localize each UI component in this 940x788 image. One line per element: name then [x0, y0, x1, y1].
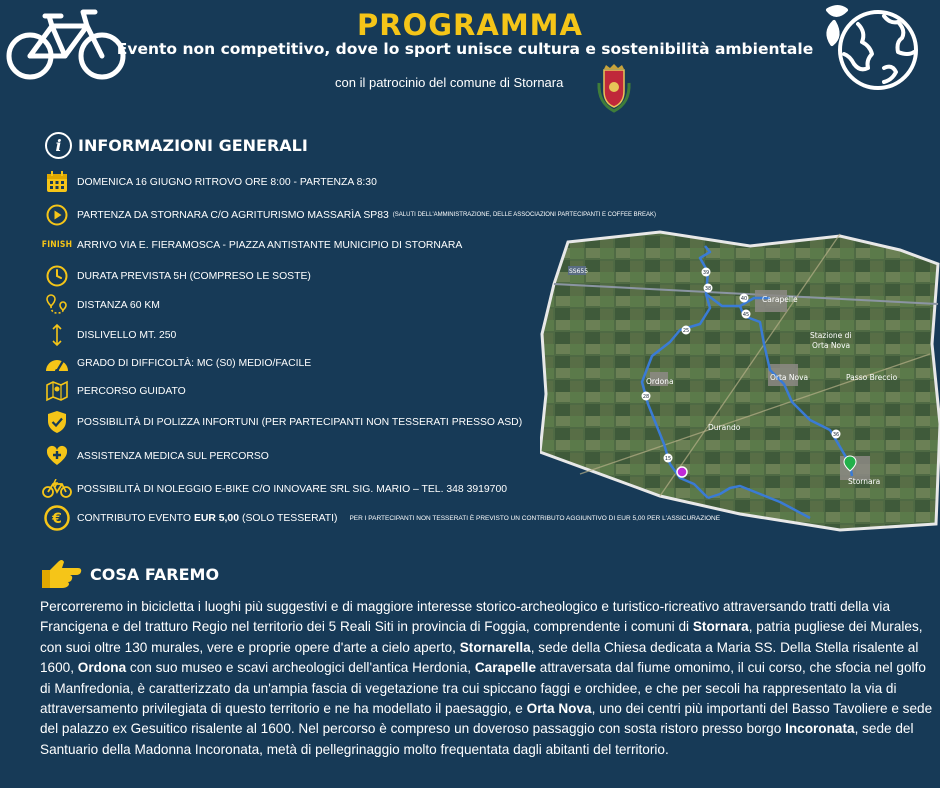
- map-label-stazione: Stazione di: [810, 331, 852, 340]
- euro-coin-icon: [44, 505, 70, 531]
- map-label-ordona: Ordona: [646, 377, 674, 386]
- info-row-date: [42, 170, 377, 194]
- info-row-duration: [42, 264, 311, 288]
- route-pins-icon: [45, 293, 69, 317]
- coat-of-arms-icon: [596, 63, 632, 113]
- map-marker-38: 38: [704, 286, 712, 292]
- info-row-distance: [42, 293, 160, 317]
- fee-suffix: (SOLO TESSERATI): [242, 512, 338, 524]
- date-text: DOMENICA 16 GIUGNO RITROVO ORE 8:00 - PARTENZA 8:30: [77, 176, 377, 188]
- map-marker-45: 45: [742, 312, 750, 318]
- start-text: PARTENZA DA STORNARA C/O AGRITURISMO MASSARÌA SP83: [77, 209, 389, 221]
- map-marker-15: 15: [664, 456, 672, 462]
- gauge-icon: [44, 353, 70, 373]
- guided-text: PERCORSO GUIDATO: [77, 385, 186, 397]
- distance-text: DISTANZA 60 KM: [77, 299, 160, 311]
- clock-icon: [46, 265, 68, 287]
- calendar-icon: [46, 171, 68, 193]
- map-label-passo-breccioso: Passo Breccio: [846, 373, 898, 382]
- globe-leaves-icon: [818, 2, 924, 94]
- map-label-durando: Durando: [708, 423, 741, 432]
- route-map: [540, 224, 940, 534]
- patronage-text: con il patrocinio del comune di Stornara: [335, 75, 564, 90]
- map-marker-40: 40: [740, 296, 748, 302]
- ebike-icon: [42, 479, 72, 499]
- finish-text: ARRIVO VIA E. FIERAMOSCA - PIAZZA ANTISTANTE MUNICIPIO DI STORNARA: [77, 239, 463, 251]
- info-heading: INFORMAZIONI GENERALI: [78, 136, 308, 155]
- plan-heading: COSA FAREMO: [90, 564, 220, 584]
- medical-heart-icon: [45, 444, 69, 468]
- info-row-guided: [42, 379, 186, 403]
- map-label-carapelle: Carapelle: [762, 295, 798, 304]
- fee-prefix: CONTRIBUTO EVENTO: [77, 512, 191, 524]
- map-marker-39: 39: [702, 270, 710, 276]
- medical-text: ASSISTENZA MEDICA SUL PERCORSO: [77, 450, 269, 462]
- map-route-icon: [45, 380, 69, 402]
- info-row-ebike: [42, 477, 507, 501]
- map-road-label: SS655: [569, 268, 589, 275]
- duration-text: DURATA PREVISTA 5H (COMPRESO LE SOSTE): [77, 270, 311, 282]
- info-icon: i: [45, 132, 72, 159]
- finish-badge: FINISH: [41, 240, 73, 250]
- page-title: PROGRAMMA: [357, 8, 583, 42]
- play-icon: [46, 204, 68, 226]
- ebike-text: POSSIBILITÀ DI NOLEGGIO E-BIKE C/O INNOVARE SRL SIG. MARIO – TEL. 348 3919700: [77, 483, 508, 495]
- map-marker-28: 28: [642, 394, 650, 400]
- map-label-orta-nova: Orta Nova: [770, 373, 809, 382]
- map-marker-36: 36: [832, 432, 840, 438]
- map-label-stornara: Stornara: [848, 477, 881, 486]
- shield-check-icon: [46, 410, 68, 434]
- map-marker-25: 25: [682, 328, 690, 334]
- info-row-finish: [42, 233, 462, 257]
- plan-section-header: [40, 556, 219, 592]
- info-row-elevation: [42, 323, 176, 347]
- info-row-difficulty: [42, 351, 311, 375]
- difficulty-text: GRADO DI DIFFICOLTÀ: MC (S0) MEDIO/FACILE: [77, 357, 312, 369]
- fee-amount: EUR 5,00: [193, 512, 239, 524]
- plan-description: Percorreremo in bicicletta i luoghi più suggestivi e di maggiore interesse storico-archeologico e turistico-ricreativo attraversando tratti della via Francigena e del tratturo Regio nel territorio dei 5 Reali Siti in provincia di Foggia, comprendente i comuni di Stornara, patria pugliese dei Murales, con suoi oltre 130 murales, vere e proprie opere d'arte a cielo aperto, Stornarella, sede della Chiesa dedicata a Maria SS. Della Stella risalente al 1600, Ordona con suo museo e scavi archeologici dell'antica Herdonia, Carapelle attraversata dal fiume omonimo, il cui corso, che sfocia nel golfo di Manfredonia, è caratterizzato da un'ampia fascia di vegetazione tra cui spiccano faggi e orchidee, e che per secoli ha rappresentato la via di attraversamento privilegiata di questo territorio e ne ha modellato il paesaggio, e Orta Nova, uno dei centri più importanti del Basso Tavoliere e sede del palazzo ex Gesuitico risalente al 1600. Nel percorso è compreso un doveroso passaggio con sosta ristoro presso borgo Incoronata, sede del Santuario della Madonna Incoronata, metà di pellegrinaggio molto frequentata dagli abitanti del territorio.: [40, 599, 933, 757]
- start-note: (SALUTI DELL'AMMINISTRAZIONE, DELLE ASSOCIAZIONI PARTECIPANTI E COFFEE BREAK): [392, 212, 656, 218]
- svg-text:€: €: [52, 511, 62, 527]
- info-row-medical: [42, 444, 269, 468]
- fee-note: PER I PARTECIPANTI NON TESSERATI È PREVISTO UN CONTRIBUTO AGGIUNTIVO DI EUR 5,00 PER L'ASSICURAZIONE: [349, 514, 721, 522]
- elevation-text: DISLIVELLO MT. 250: [77, 329, 177, 341]
- map-label-orta-nova-station: Orta Nova: [812, 341, 851, 350]
- info-section-header: [45, 132, 308, 159]
- elevation-icon: [50, 323, 64, 347]
- page-subtitle: Evento non competitivo, dove lo sport unisce cultura e sostenibilità ambientale: [116, 40, 814, 58]
- pointing-hand-icon: [40, 556, 82, 592]
- map-finish-marker: [677, 467, 687, 477]
- info-row-insurance: [42, 410, 522, 434]
- insurance-text: POSSIBILITÀ DI POLIZZA INFORTUNI (PER PARTECIPANTI NON TESSERATI PRESSO ASD): [77, 416, 523, 428]
